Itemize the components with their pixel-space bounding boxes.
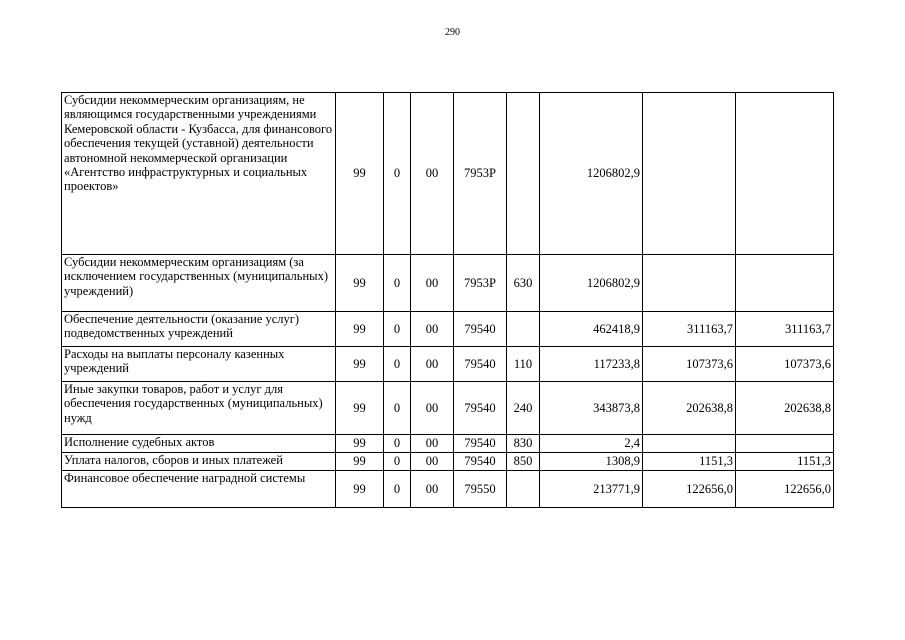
table-row [62,435,834,453]
code-cell-direction: 79550 [454,471,507,508]
row-name-cell: Уплата налогов, сборов и иных платежей [62,453,336,471]
budget-table [61,92,834,508]
amount-cell-year3 [736,255,834,312]
amount-cell-year2 [643,435,736,453]
code-cell-main-activity: 00 [411,93,454,255]
code-cell-expense-type: 240 [507,382,540,435]
code-cell-expense-type [507,93,540,255]
code-cell-expense-type: 830 [507,435,540,453]
code-cell-direction: 79540 [454,435,507,453]
code-cell-subprogram: 0 [384,471,411,508]
code-cell-direction: 79540 [454,312,507,347]
code-cell-subprogram: 0 [384,255,411,312]
code-cell-expense-type [507,471,540,508]
code-cell-main-activity: 00 [411,471,454,508]
table-row [62,471,834,508]
table-row [62,255,834,312]
code-cell-expense-type: 850 [507,453,540,471]
code-cell-subprogram: 0 [384,347,411,382]
code-cell-subprogram: 0 [384,453,411,471]
row-name-cell: Субсидии некоммерческим организациям, не являющимся государственными учреждениями Кемеровской области - Кузбасса, для финансового обеспечения текущей (уставной) деятельности автономной некоммерческой организации «Агентство инфраструктурных и социальных проектов» [62,93,336,255]
table-row [62,312,834,347]
code-cell-subprogram: 0 [384,312,411,347]
code-cell-program: 99 [336,435,384,453]
amount-cell-year2: 122656,0 [643,471,736,508]
code-cell-program: 99 [336,93,384,255]
amount-cell-year2: 311163,7 [643,312,736,347]
amount-cell-year1: 117233,8 [540,347,643,382]
amount-cell-year3: 122656,0 [736,471,834,508]
row-name-cell: Иные закупки товаров, работ и услуг для обеспечения государственных (муниципальных) нужд [62,382,336,435]
amount-cell-year2: 107373,6 [643,347,736,382]
table-row [62,347,834,382]
row-name-cell: Финансовое обеспечение наградной системы [62,471,336,508]
amount-cell-year3: 1151,3 [736,453,834,471]
row-name-cell: Обеспечение деятельности (оказание услуг) подведомственных учреждений [62,312,336,347]
code-cell-program: 99 [336,453,384,471]
amount-cell-year2 [643,93,736,255]
code-cell-expense-type: 110 [507,347,540,382]
table-row [62,382,834,435]
code-cell-direction: 79540 [454,382,507,435]
amount-cell-year3 [736,435,834,453]
code-cell-program: 99 [336,255,384,312]
amount-cell-year1: 213771,9 [540,471,643,508]
amount-cell-year1: 462418,9 [540,312,643,347]
code-cell-program: 99 [336,347,384,382]
amount-cell-year3: 107373,6 [736,347,834,382]
row-name-cell: Исполнение судебных актов [62,435,336,453]
amount-cell-year1: 343873,8 [540,382,643,435]
amount-cell-year1: 2,4 [540,435,643,453]
code-cell-program: 99 [336,312,384,347]
row-name-cell: Субсидии некоммерческим организациям (за исключением государственных (муниципальных) учреждений) [62,255,336,312]
amount-cell-year2: 1151,3 [643,453,736,471]
amount-cell-year3: 202638,8 [736,382,834,435]
amount-cell-year3 [736,93,834,255]
code-cell-expense-type [507,312,540,347]
code-cell-subprogram: 0 [384,435,411,453]
code-cell-main-activity: 00 [411,382,454,435]
code-cell-expense-type: 630 [507,255,540,312]
table-row [62,453,834,471]
code-cell-main-activity: 00 [411,347,454,382]
amount-cell-year1: 1206802,9 [540,93,643,255]
amount-cell-year1: 1308,9 [540,453,643,471]
amount-cell-year3: 311163,7 [736,312,834,347]
code-cell-subprogram: 0 [384,93,411,255]
code-cell-direction: 7953P [454,255,507,312]
code-cell-main-activity: 00 [411,435,454,453]
code-cell-program: 99 [336,382,384,435]
code-cell-main-activity: 00 [411,255,454,312]
code-cell-main-activity: 00 [411,453,454,471]
amount-cell-year2 [643,255,736,312]
code-cell-program: 99 [336,471,384,508]
code-cell-direction: 79540 [454,453,507,471]
page-number: 290 [445,27,460,38]
code-cell-direction: 79540 [454,347,507,382]
amount-cell-year2: 202638,8 [643,382,736,435]
code-cell-direction: 7953P [454,93,507,255]
row-name-cell: Расходы на выплаты персоналу казенных учреждений [62,347,336,382]
code-cell-subprogram: 0 [384,382,411,435]
table-row [62,93,834,255]
code-cell-main-activity: 00 [411,312,454,347]
amount-cell-year1: 1206802,9 [540,255,643,312]
